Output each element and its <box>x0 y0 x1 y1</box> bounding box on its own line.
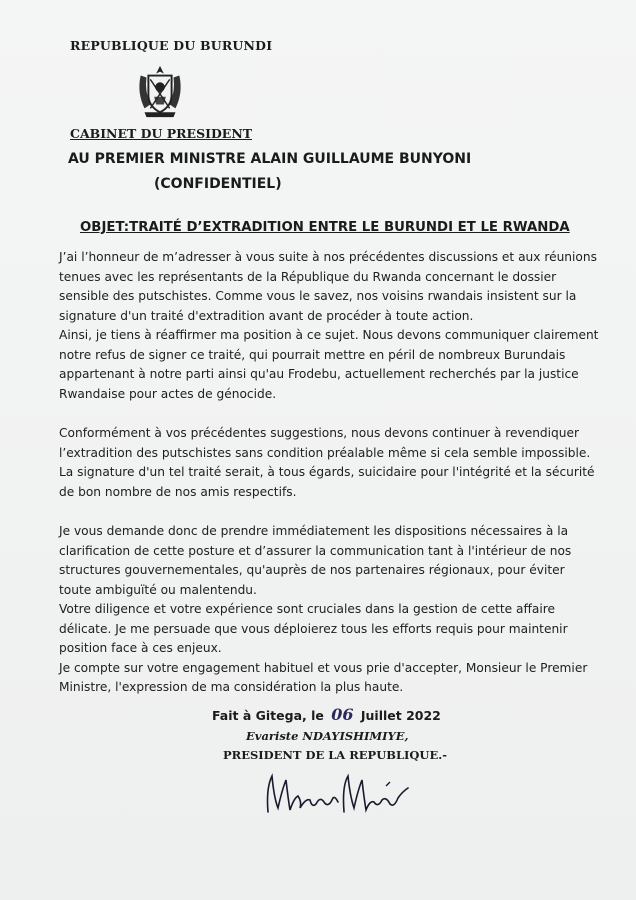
body-paragraph: Je vous demande donc de prendre immédiatement les dispositions nécessaires à la clarification de cette posture et d’assurer la communication tant à l'intérieur de nos structures gouvernementales, qu'auprès de nos partenaires régionaux, pour éviter toute ambiguïté ou malentendu. <box>59 524 572 597</box>
recipient-line: AU PREMIER MINISTRE ALAIN GUILLAUME BUNYONI <box>68 151 472 167</box>
office-heading: CABINET DU PRESIDENT <box>70 126 253 141</box>
signatory-title: PRESIDENT DE LA REPUBLIQUE.- <box>223 748 447 762</box>
place-date-line <box>212 705 441 724</box>
recipient-block <box>68 147 588 197</box>
letterhead <box>70 38 273 141</box>
subject-line: OBJET:TRAITÉ D’EXTRADITION ENTRE LE BURUNDI ET LE RWANDA <box>80 220 570 235</box>
country-heading: REPUBLIQUE DU BURUNDI <box>70 38 273 53</box>
confidential-label: (CONFIDENTIEL) <box>154 176 282 192</box>
signatory-name: Evariste NDAYISHIMIYE, <box>246 729 409 743</box>
letter-body <box>59 248 599 698</box>
body-paragraph: Conformément à vos précédentes suggestions, nous devons continuer à revendiquer l’extradition des putschistes sans condition préalable même si cela semble impossible. La signature d'un tel traité serait, à tous égards, suicidaire pour l'intégrité et la sécurité de bon nombre de nos amis respectifs. <box>59 426 595 499</box>
body-paragraph: J’ai l’honneur de m’adresser à vous suite à nos précédentes discussions et aux réunions tenues avec les représentants de la République du Rwanda concernant le dossier sensible des putschistes. Comme vous le savez, nos voisins rwandais insistent sur la signature d'un traité d'extradition avant de procéder à toute action. <box>59 250 597 323</box>
body-paragraph: Votre diligence et votre expérience sont cruciales dans la gestion de cette affaire délicate. Je me persuade que vous déploierez tous les efforts requis pour maintenir position face à ces enjeux. <box>59 602 568 655</box>
handwritten-day: 06 <box>331 705 354 724</box>
place-prefix: Fait à Gitega, le <box>212 708 324 723</box>
handwritten-signature-icon <box>262 768 412 820</box>
body-paragraph: Je compte sur votre engagement habituel et vous prie d'accepter, Monsieur le Premier Ministre, l'expression de ma considération la plus haute. <box>59 660 588 694</box>
body-paragraph: Ainsi, je tiens à réaffirmer ma position à ce sujet. Nous devons communiquer clairement notre refus de signer ce traité, qui pourrait mettre en péril de nombreux Burundais appartenant à notre parti ainsi qu'au Frodebu, actuellement recherchés par la justice Rwandaise pour actes de génocide. <box>59 328 599 401</box>
coat-of-arms-icon <box>131 62 189 120</box>
month-year: Juillet 2022 <box>360 708 441 723</box>
